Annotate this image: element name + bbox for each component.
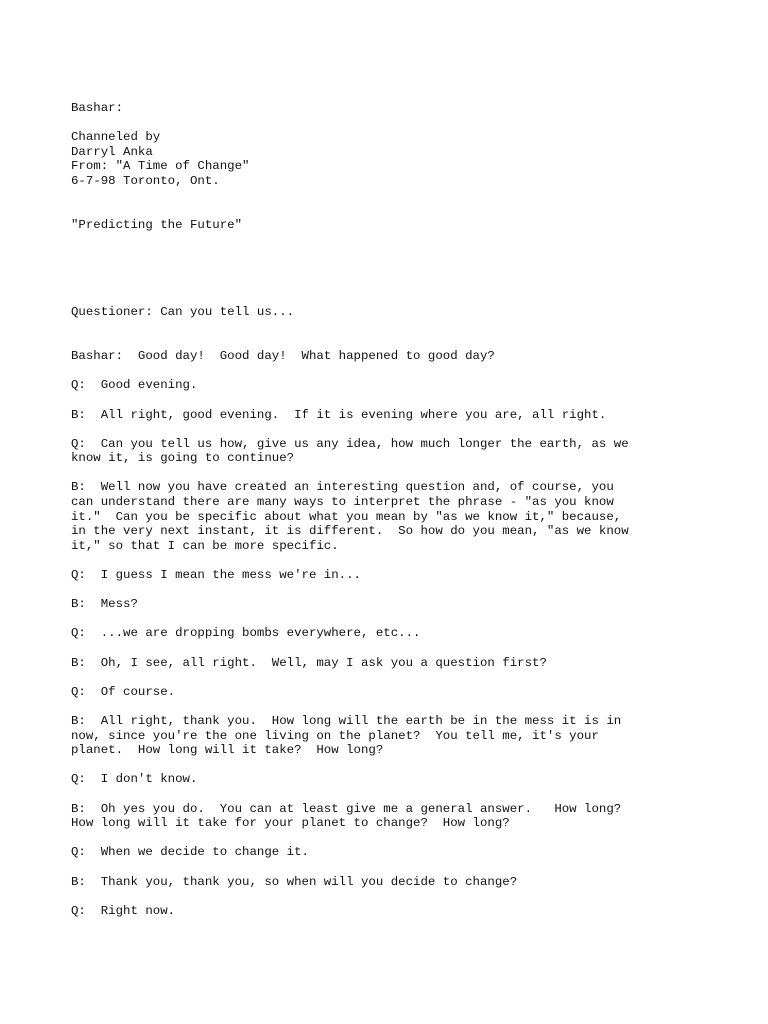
- byline-source: From: "A Time of Change": [71, 159, 250, 174]
- transcript-line: Q: Good evening.: [71, 378, 198, 393]
- transcript-line: Q: I guess I mean the mess we're in...: [71, 568, 361, 583]
- transcript-line: B: Mess?: [71, 597, 138, 612]
- transcript-line: Bashar: Good day! Good day! What happened to good day?: [71, 349, 495, 364]
- transcript-line: B: Thank you, thank you, so when will you decide to change?: [71, 874, 518, 889]
- byline-author: Darryl Anka: [71, 144, 153, 159]
- transcript-line: Q: Can you tell us how, give us any idea, how much longer the earth, as we know it, is going to continue?: [71, 436, 629, 466]
- speaker-heading: Bashar:: [71, 101, 124, 115]
- transcript-line: B: Oh yes you do. You can at least give me a general answer. How long? How long will it take for your planet to change? How long?: [71, 801, 622, 831]
- document-title: "Predicting the Future": [71, 217, 243, 232]
- byline-date-location: 6-7-98 Toronto, Ont.: [71, 173, 220, 188]
- transcript-line: Q: When we decide to change it.: [71, 845, 309, 860]
- transcript-line: B: Oh, I see, all right. Well, may I ask you a question first?: [71, 655, 547, 670]
- transcript-line: Q: ...we are dropping bombs everywhere, etc...: [71, 626, 421, 641]
- byline-channeled: Channeled by: [71, 130, 161, 145]
- transcript-line: Q: Of course.: [71, 684, 176, 699]
- transcript-line: B: All right, thank you. How long will the earth be in the mess it is in now, since you're the one living on the planet? You tell me, it's your planet. How long will it take? How long?: [71, 713, 622, 758]
- transcript-line: Questioner: Can you tell us...: [71, 305, 295, 320]
- transcript-line: B: Well now you have created an interesting question and, of course, you can understand there are many ways to interpret the phrase - "as you know it." Can you be specific about what you mean by "as we know it," because, in the very next instant, it is different. So how do you mean, "as we know it," so that I can be more specific.: [71, 480, 629, 553]
- document-page: [71, 101, 711, 933]
- transcript-line: Q: I don't know.: [71, 772, 198, 787]
- transcript-line: Q: Right now.: [71, 903, 176, 918]
- transcript-line: B: All right, good evening. If it is evening where you are, all right.: [71, 407, 607, 422]
